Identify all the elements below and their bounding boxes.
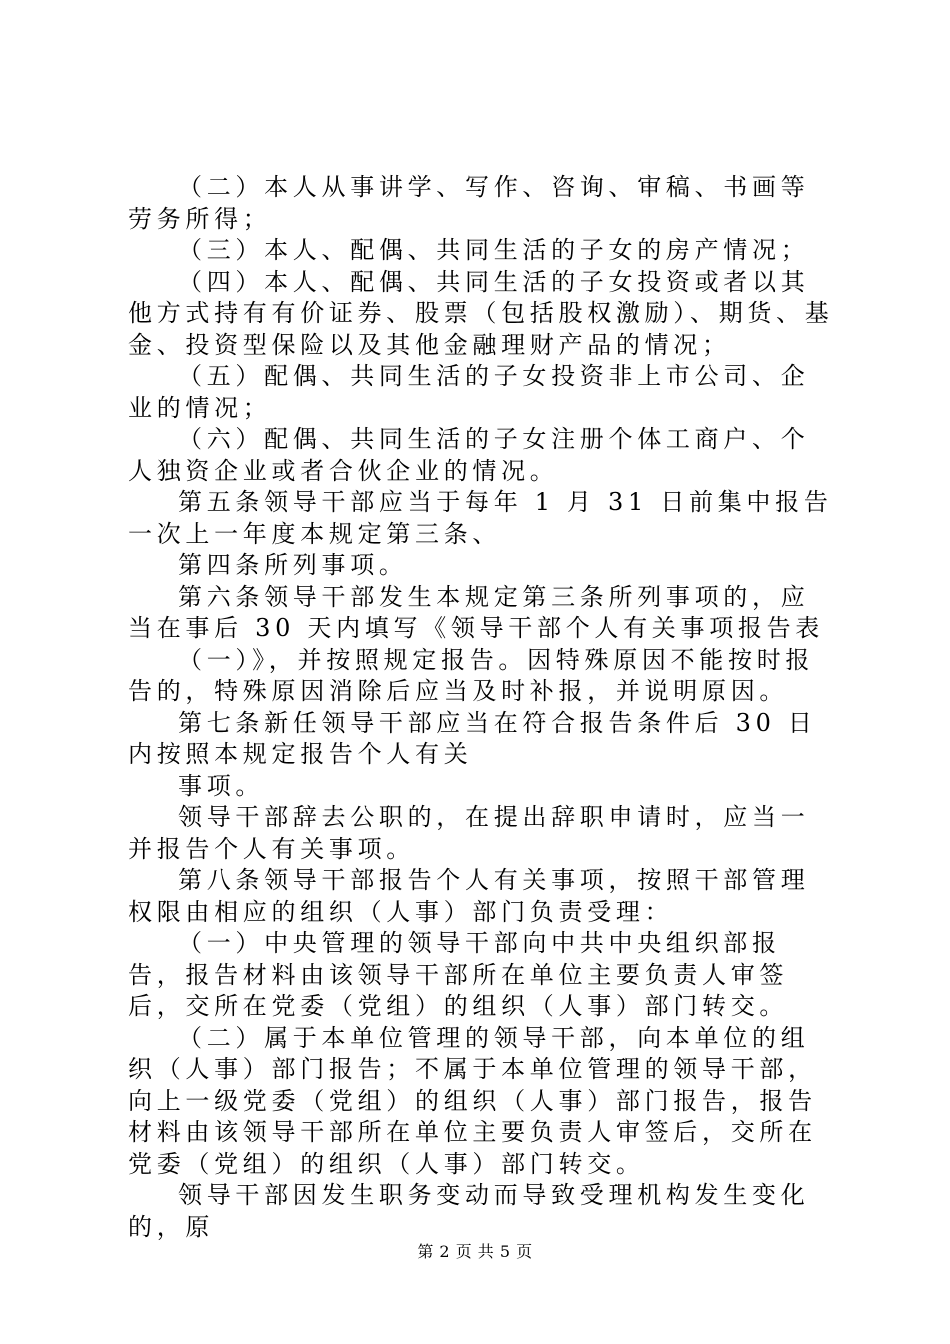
paragraph-item-4-securities: （四）本人、配偶、共同生活的子女投资或者以其他方式持有有价证券、股票（包括股权激励）、期货、基金、投资型保险以及其他金融理财产品的情况； xyxy=(128,267,834,359)
paragraph-item-2-income: （二）本人从事讲学、写作、咨询、审稿、书画等劳务所得； xyxy=(128,173,810,233)
paragraph-article-8: 第八条领导干部报告个人有关事项，按照干部管理权限由相应的组织（人事）部门负责受理： xyxy=(128,866,810,926)
paragraph-article-5: 第五条领导干部应当于每年 1 月 31 日前集中报告一次上一年度本规定第三条、 xyxy=(128,488,833,548)
paragraph-article-7-continued: 事项。 xyxy=(178,771,265,800)
page-number-footer: 第 2 页 共 5 页 xyxy=(417,1242,533,1261)
paragraph-article-7: 第七条新任领导干部应当在符合报告条件后 30 日内按照本规定报告个人有关 xyxy=(128,708,817,768)
paragraph-article-5-continued: 第四条所列事项。 xyxy=(178,551,408,579)
paragraph-article-6: 第六条领导干部发生本规定第三条所列事项的，应当在事后 30 天内填写《领导干部个人有关事项报告表 xyxy=(128,582,824,642)
paragraph-article-8-item-2: （二）属于本单位管理的领导干部，向本单位的组织（人事）部门报告；不属于本单位管理的领导干部，向上一级党委（党组）的组织（人事）部门报告，报告材料由该领导干部所在单位主要负责人审签后，交所在党委（党组）的组织（人事）部门转交。 xyxy=(128,1023,817,1178)
document-body xyxy=(128,172,838,1243)
paragraph-item-5-investment: （五）配偶、共同生活的子女投资非上市公司、企业的情况； xyxy=(128,362,810,422)
paragraph-item-3-property: （三）本人、配偶、共同生活的子女的房产情况； xyxy=(178,236,810,264)
paragraph-article-6-continued: （一）》，并按照规定报告。因特殊原因不能按时报告的，特殊原因消除后应当及时补报，并说明原因。 xyxy=(128,645,815,705)
paragraph-position-change: 领导干部因发生职务变动而导致受理机构发生变化的，原 xyxy=(128,1181,810,1241)
paragraph-resignation: 领导干部辞去公职的，在提出辞职申请时，应当一并报告个人有关事项。 xyxy=(128,803,810,863)
paragraph-article-8-item-1: （一）中央管理的领导干部向中共中央组织部报告，报告材料由该领导干部所在单位主要负责人审签后，交所在党委（党组）的组织（人事）部门转交。 xyxy=(128,929,789,1020)
paragraph-item-6-business: （六）配偶、共同生活的子女注册个体工商户、个人独资企业或者合伙企业的情况。 xyxy=(128,425,810,485)
